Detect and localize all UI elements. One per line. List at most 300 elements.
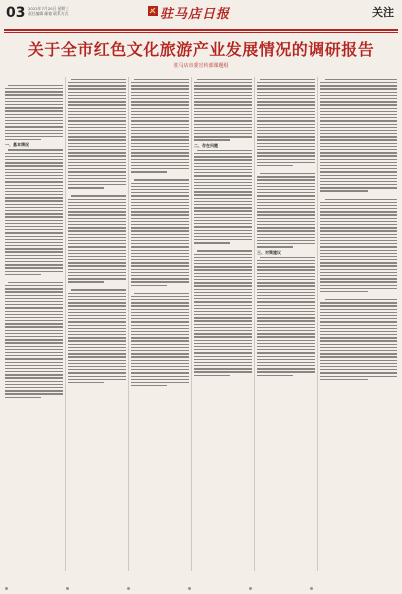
text-line [8,149,63,150]
text-line [131,265,189,266]
text-line [325,299,397,300]
text-line [194,217,252,218]
text-line [71,195,126,196]
text-line [131,101,189,102]
text-line [320,155,397,156]
text-line [131,195,189,196]
text-line [5,191,63,192]
text-line [320,318,397,319]
text-line [131,334,189,335]
text-line [5,381,63,382]
text-line [5,130,63,131]
text-line [131,127,189,128]
text-line [320,288,397,289]
text-line [194,260,252,261]
text-line [68,108,126,109]
text-line [68,95,126,96]
text-line [5,371,63,372]
text-line [131,189,189,190]
column-divider [128,77,129,571]
text-line [5,98,63,99]
text-line [68,296,126,297]
text-line [194,276,252,277]
text-line [5,245,63,246]
text-line [5,323,63,324]
text-line [5,197,63,198]
text-line [320,269,397,270]
text-line [257,224,315,225]
section-subhead: 三、对策建议 [257,249,281,255]
text-line [320,275,397,276]
text-line [131,321,189,322]
text-line [257,295,315,296]
text-line [194,201,252,202]
text-line [320,149,397,150]
text-column-2 [68,77,126,571]
text-line [320,237,397,238]
text-line [320,321,397,322]
text-line [5,207,63,208]
text-line [320,184,397,185]
text-line [68,139,126,140]
text-line [131,360,189,361]
text-line [68,240,126,241]
text-line [5,117,63,118]
text-line [257,165,293,166]
text-line [71,289,126,290]
text-line [257,85,315,86]
text-line [320,187,397,188]
text-line [325,199,397,200]
text-line [194,169,252,170]
text-line [131,202,189,203]
text-line [257,143,315,144]
text-line [194,320,252,321]
text-line [131,305,189,306]
text-line [320,127,397,128]
text-line [131,366,189,367]
text-line [131,159,189,160]
text-line [68,205,126,206]
text-line [257,246,293,247]
text-line [68,101,126,102]
text-line [5,365,63,366]
text-column-6 [320,77,397,571]
text-line [257,82,315,83]
text-line [68,278,126,279]
text-line [194,223,252,224]
text-line [68,127,126,128]
text-line [257,320,315,321]
header-rule-thin [4,32,398,33]
text-line [5,384,63,385]
text-line [5,387,63,388]
text-line [320,366,397,367]
text-line [5,204,63,205]
text-line [257,289,315,290]
text-line [320,256,397,257]
text-line [320,92,397,93]
text-line [194,130,252,131]
text-line [320,347,397,348]
text-line [194,127,252,128]
text-line [131,95,189,96]
text-line [68,230,126,231]
paragraph-gap [5,80,63,83]
text-line [68,92,126,93]
text-line [257,133,315,134]
text-line [131,146,189,147]
text-line [68,218,126,219]
text-line [257,375,293,376]
text-line [5,88,63,89]
text-line [68,312,126,313]
text-line [257,130,315,131]
text-line [68,250,126,251]
text-line [131,285,167,286]
text-line [194,175,252,176]
text-line [5,314,63,315]
text-line [5,271,63,272]
text-line [320,214,397,215]
text-line [131,136,189,137]
text-line [131,302,189,303]
text-line [5,330,63,331]
text-line [320,376,397,377]
text-line [194,273,252,274]
text-line [194,88,252,89]
text-line [68,214,126,215]
text-line [5,181,63,182]
text-line [68,124,126,125]
text-line [320,315,397,316]
text-line [194,257,252,258]
text-line [320,101,397,102]
text-line [68,155,126,156]
text-line [320,181,397,182]
text-line [68,372,126,373]
text-line [5,264,63,265]
text-line [320,136,397,137]
text-line [260,257,315,258]
text-line [68,293,126,294]
text-line [131,211,189,212]
text-line [5,333,63,334]
text-line [257,340,315,341]
text-line [320,259,397,260]
text-line [257,276,315,277]
text-line [68,178,126,179]
text-line [68,199,126,200]
text-line [194,285,252,286]
text-line [8,282,63,283]
text-line [257,327,315,328]
text-line [5,169,63,170]
section-subhead: 二、存在问题 [194,142,218,148]
text-line [68,363,126,364]
text-line [194,359,252,360]
text-line [134,293,189,294]
text-line [5,368,63,369]
text-line [194,356,252,357]
text-line [5,258,63,259]
text-line [320,152,397,153]
text-line [131,82,189,83]
text-line [5,236,63,237]
text-line [68,262,126,263]
text-line [320,350,397,351]
text-line [257,159,315,160]
text-line [194,269,252,270]
text-line [68,133,126,134]
text-line [257,362,315,363]
text-line [68,259,126,260]
text-line [320,253,397,254]
text-line [320,205,397,206]
text-line [68,234,126,235]
text-line [5,261,63,262]
text-line [257,146,315,147]
issue-date: 2022年7月20日 星期三 [28,6,69,11]
text-line [257,324,315,325]
text-line [194,182,252,183]
text-line [5,248,63,249]
text-line [5,153,63,154]
text-line [5,172,63,173]
text-line [194,153,252,154]
text-line [131,240,189,241]
text-line [320,291,368,292]
text-line [68,181,126,182]
text-line [194,82,252,83]
text-line [320,246,397,247]
text-line [68,337,126,338]
text-line [257,273,315,274]
text-line [320,95,397,96]
text-line [131,133,189,134]
text-line [5,114,63,115]
text-line [5,346,63,347]
text-line [131,85,189,86]
text-line [320,85,397,86]
text-line [257,263,315,264]
text-line [5,274,41,275]
text-line [68,281,104,282]
text-line [194,85,252,86]
text-line [194,133,252,134]
text-line [131,312,189,313]
text-line [131,272,189,273]
text-line [194,333,252,334]
text-line [320,117,397,118]
text-line [194,230,252,231]
text-line [5,104,63,105]
text-line [257,108,315,109]
text-column-1 [5,77,63,571]
text-line [131,379,189,380]
text-line [194,263,252,264]
text-line [5,200,63,201]
text-line [68,120,126,121]
text-line [5,307,63,308]
text-line [320,250,397,251]
text-line [5,107,63,108]
text-line [257,365,315,366]
text-line [320,302,397,303]
text-line [320,111,397,112]
text-line [194,166,252,167]
text-line [194,362,252,363]
text-line [257,305,315,306]
paragraph-gap [194,245,252,248]
text-line [68,331,126,332]
text-line [320,344,397,345]
text-line [257,176,315,177]
text-line [194,108,252,109]
text-line [68,104,126,105]
text-line [131,315,189,316]
text-line [68,111,126,112]
text-line [320,165,397,166]
text-line [131,259,189,260]
text-line [257,301,315,302]
text-line [194,266,252,267]
text-line [257,368,315,369]
text-line [257,186,315,187]
text-line [68,253,126,254]
text-line [320,309,397,310]
text-line [131,117,189,118]
text-line [257,346,315,347]
paragraph-gap [131,288,189,291]
text-line [68,302,126,303]
text-line [5,120,63,121]
text-line [68,269,126,270]
text-line [68,165,126,166]
text-line [320,379,368,380]
text-line [5,295,63,296]
text-line [131,281,189,282]
text-line [257,371,315,372]
text-line [131,108,189,109]
text-line [68,98,126,99]
text-line [68,305,126,306]
text-line [5,342,63,343]
text-line [320,108,397,109]
text-line [131,221,189,222]
text-line [68,265,126,266]
text-line [5,352,63,353]
text-line [194,295,252,296]
text-line [131,369,189,370]
column-divider [254,77,255,571]
text-line [131,111,189,112]
text-line [320,218,397,219]
text-line [131,347,189,348]
text-line [320,265,397,266]
text-line [5,358,63,359]
text-line [194,311,252,312]
text-line [68,256,126,257]
text-line [257,120,315,121]
text-line [320,114,397,115]
page-number: 03 [6,5,26,21]
text-line [194,289,252,290]
article-body [5,77,397,571]
text-line [320,162,397,163]
text-line [257,124,315,125]
text-line [194,210,252,211]
text-line [5,355,63,356]
text-line [68,272,126,273]
text-line [320,175,397,176]
text-line [131,296,189,297]
text-line [194,308,252,309]
text-line [320,168,397,169]
text-line [68,88,126,89]
text-line [194,301,252,302]
text-line [68,208,126,209]
text-line [320,234,397,235]
text-line [320,312,397,313]
text-line [5,288,63,289]
text-line [68,344,126,345]
text-line [257,269,315,270]
text-line [320,272,397,273]
text-line [131,262,189,263]
text-line [131,337,189,338]
text-line [194,317,252,318]
text-line [131,325,189,326]
editor-info: 责任编辑 邮箱 联系方式 [28,11,69,16]
text-line [194,139,230,140]
text-line [194,340,252,341]
text-line [5,362,63,363]
text-line [257,234,315,235]
text-line [5,94,63,95]
text-line [68,152,126,153]
issue-meta [28,6,69,16]
text-line [131,171,167,172]
text-line [5,165,63,166]
text-line [5,110,63,111]
text-line [257,308,315,309]
text-line [194,226,252,227]
text-line [320,356,397,357]
text-line [194,159,252,160]
text-line [68,85,126,86]
text-line [320,305,397,306]
text-line [5,320,63,321]
text-line [131,214,189,215]
text-line [194,336,252,337]
text-line [194,365,252,366]
text-line [134,179,189,180]
text-line [320,240,397,241]
text-line [68,243,126,244]
text-line [260,79,315,80]
text-line [320,139,397,140]
text-line [5,317,63,318]
column-divider [191,77,192,571]
paragraph-gap [68,190,126,193]
text-line [257,127,315,128]
text-line [320,146,397,147]
text-line [131,344,189,345]
text-line [194,117,252,118]
text-line [257,330,315,331]
text-line [197,150,252,151]
